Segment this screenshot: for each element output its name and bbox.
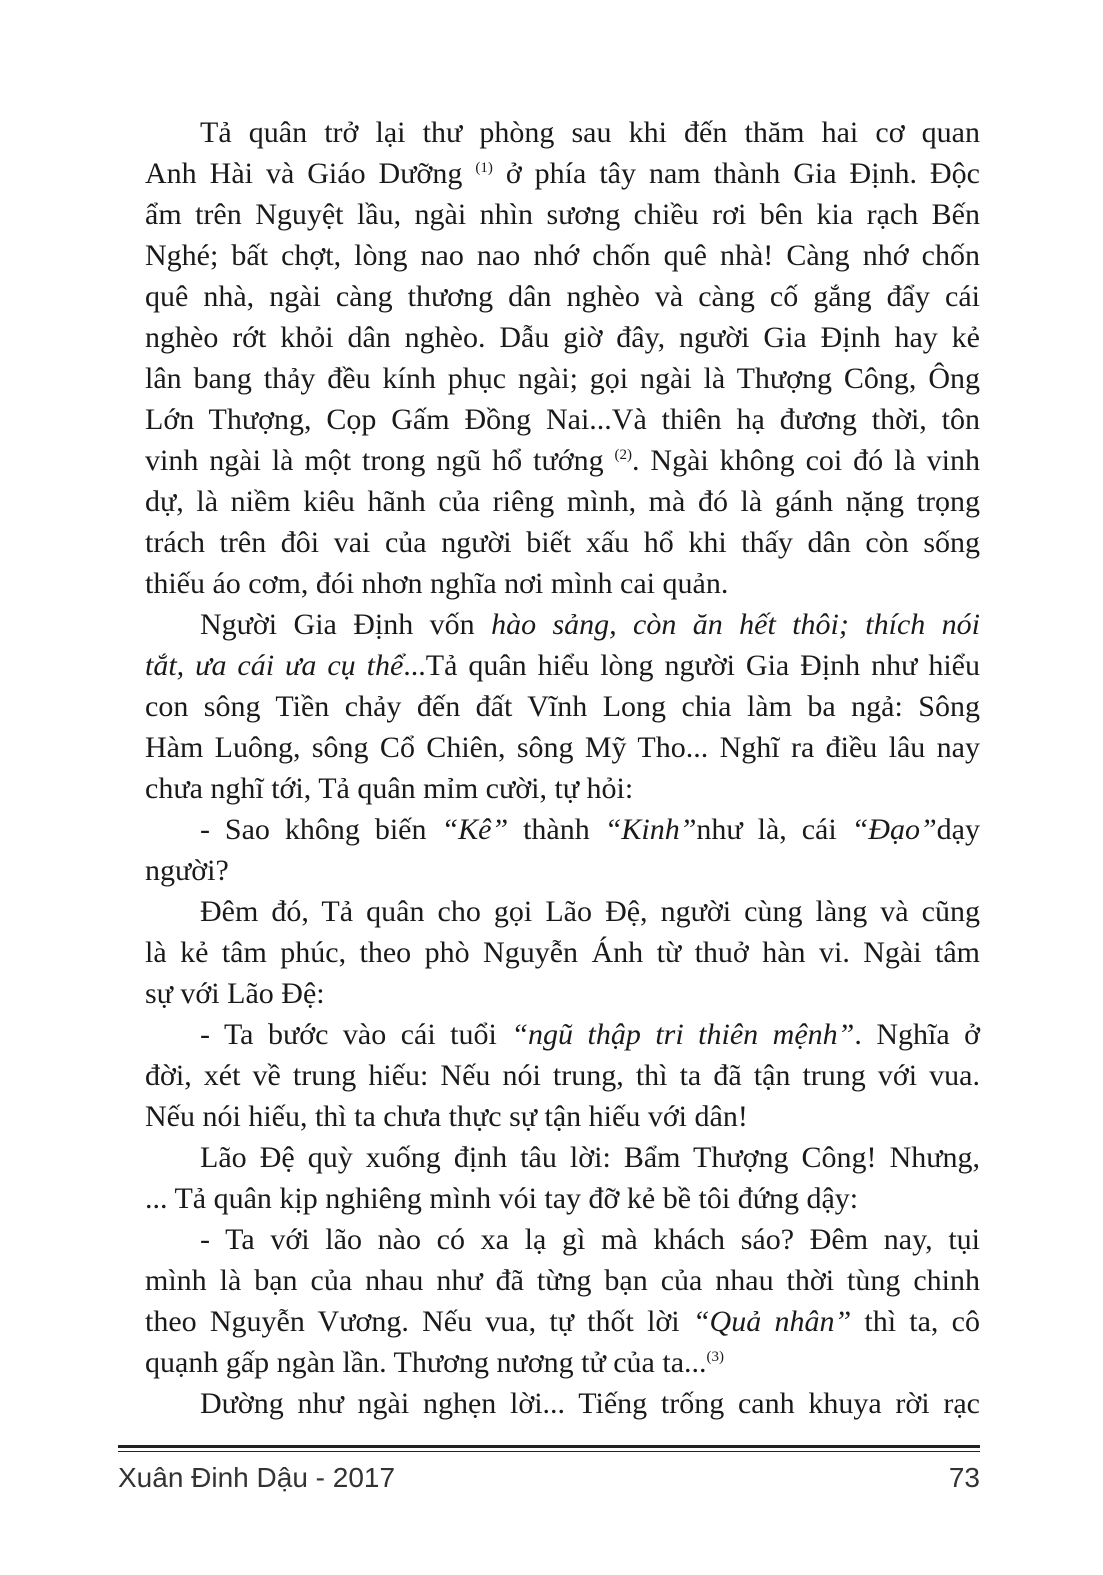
text-line: theo Nguyễn Vương. Nếu vua, tự thốt lời “Quả nhân” thì ta, cô: [145, 1305, 980, 1338]
text-line: con sông Tiền chảy đến đất Vĩnh Long chia làm ba ngả: Sông: [145, 690, 980, 723]
text-line: người?: [145, 854, 229, 887]
text-line: ... Tả quân kịp nghiêng mình vói tay đỡ kẻ bề tôi đứng dậy:: [145, 1182, 859, 1215]
text-line: là kẻ tâm phúc, theo phò Nguyễn Ánh từ thuở hàn vi. Ngài tâm: [145, 936, 980, 969]
page-number: 73: [948, 1462, 980, 1493]
footer-title: Xuân Đinh Dậu - 2017: [118, 1462, 396, 1493]
text-line: vinh ngài là một trong ngũ hổ tướng $^{(2)}$. Ngài không coi đó là vinh: [145, 444, 981, 477]
footer-rule-thin: [118, 1451, 980, 1452]
text-line: đời, xét về trung hiếu: Nếu nói trung, thì ta đã tận trung với vua.: [145, 1059, 980, 1092]
text-line: tắt, ưa cái ưa cụ thể...Tả quân hiểu lòng người Gia Định như hiểu: [145, 649, 980, 682]
footnote-ref: (1): [475, 160, 493, 176]
text-line: Lớn Thượng, Cọp Gấm Đồng Nai...Và thiên hạ đương thời, tôn: [145, 403, 980, 436]
text-line: dự, là niềm kiêu hãnh của riêng mình, mà đó là gánh nặng trọng: [145, 485, 980, 518]
text-line: thiếu áo cơm, đói nhơn nghĩa nơi mình cai quản.: [145, 567, 729, 600]
text-line: nghèo rớt khỏi dân nghèo. Dẫu giờ đây, người Gia Định hay kẻ: [145, 321, 980, 354]
text-line: Dường như ngài nghẹn lời... Tiếng trống canh khuya rời rạc: [200, 1387, 980, 1420]
text-line: Anh Hài và Giáo Dưỡng $^{(1)}$ ở phía tây nam thành Gia Định. Độc: [145, 157, 980, 190]
text-line: Đêm đó, Tả quân cho gọi Lão Đệ, người cùng làng và cũng: [200, 895, 980, 928]
text-line: mình là bạn của nhau như đã từng bạn của nhau thời tùng chinh: [145, 1264, 980, 1297]
text-line: quạnh gấp ngàn lần. Thương nương tử của ta...$^{(3)}$: [145, 1346, 725, 1379]
text-line: Tả quân trở lại thư phòng sau khi đến thăm hai cơ quan: [200, 116, 980, 149]
text-line: chưa nghĩ tới, Tả quân mỉm cười, tự hỏi:: [145, 772, 634, 805]
text-line: Người Gia Định vốn hào sảng, còn ăn hết thôi; thích nói: [200, 608, 980, 641]
text-line: - Ta với lão nào có xa lạ gì mà khách sáo? Đêm nay, tụi: [200, 1223, 980, 1256]
text-line: Hàm Luông, sông Cổ Chiên, sông Mỹ Tho... Nghĩ ra điều lâu nay: [145, 731, 980, 764]
text-line: Lão Đệ quỳ xuống định tâu lời: Bẩm Thượng Công! Nhưng,: [200, 1141, 980, 1174]
footnote-ref: (2): [614, 447, 632, 463]
text-line: - Sao không biến “Kê” thành “Kinh”như là, cái “Đạo”dạy: [200, 813, 980, 846]
text-line: ẩm trên Nguyệt lầu, ngài nhìn sương chiều rơi bên kia rạch Bến: [145, 198, 980, 231]
text-line: Nghé; bất chợt, lòng nao nao nhớ chốn quê nhà! Càng nhớ chốn: [145, 239, 980, 272]
text-line: Nếu nói hiếu, thì ta chưa thực sự tận hiếu với dân!: [145, 1100, 748, 1133]
footer-rule-thick: [118, 1445, 980, 1448]
footnote-ref: (3): [706, 1349, 725, 1365]
text-line: quê nhà, ngài càng thương dân nghèo và càng cố gắng đẩy cái: [145, 280, 980, 313]
text-line: trách trên đôi vai của người biết xấu hổ khi thấy dân còn sống: [145, 526, 980, 559]
text-line: sự với Lão Đệ:: [145, 977, 325, 1010]
text-line: lân bang thảy đều kính phục ngài; gọi ngài là Thượng Công, Ông: [145, 362, 980, 395]
text-line: - Ta bước vào cái tuổi “ngũ thập tri thiên mệnh”. Nghĩa ở: [200, 1018, 980, 1051]
